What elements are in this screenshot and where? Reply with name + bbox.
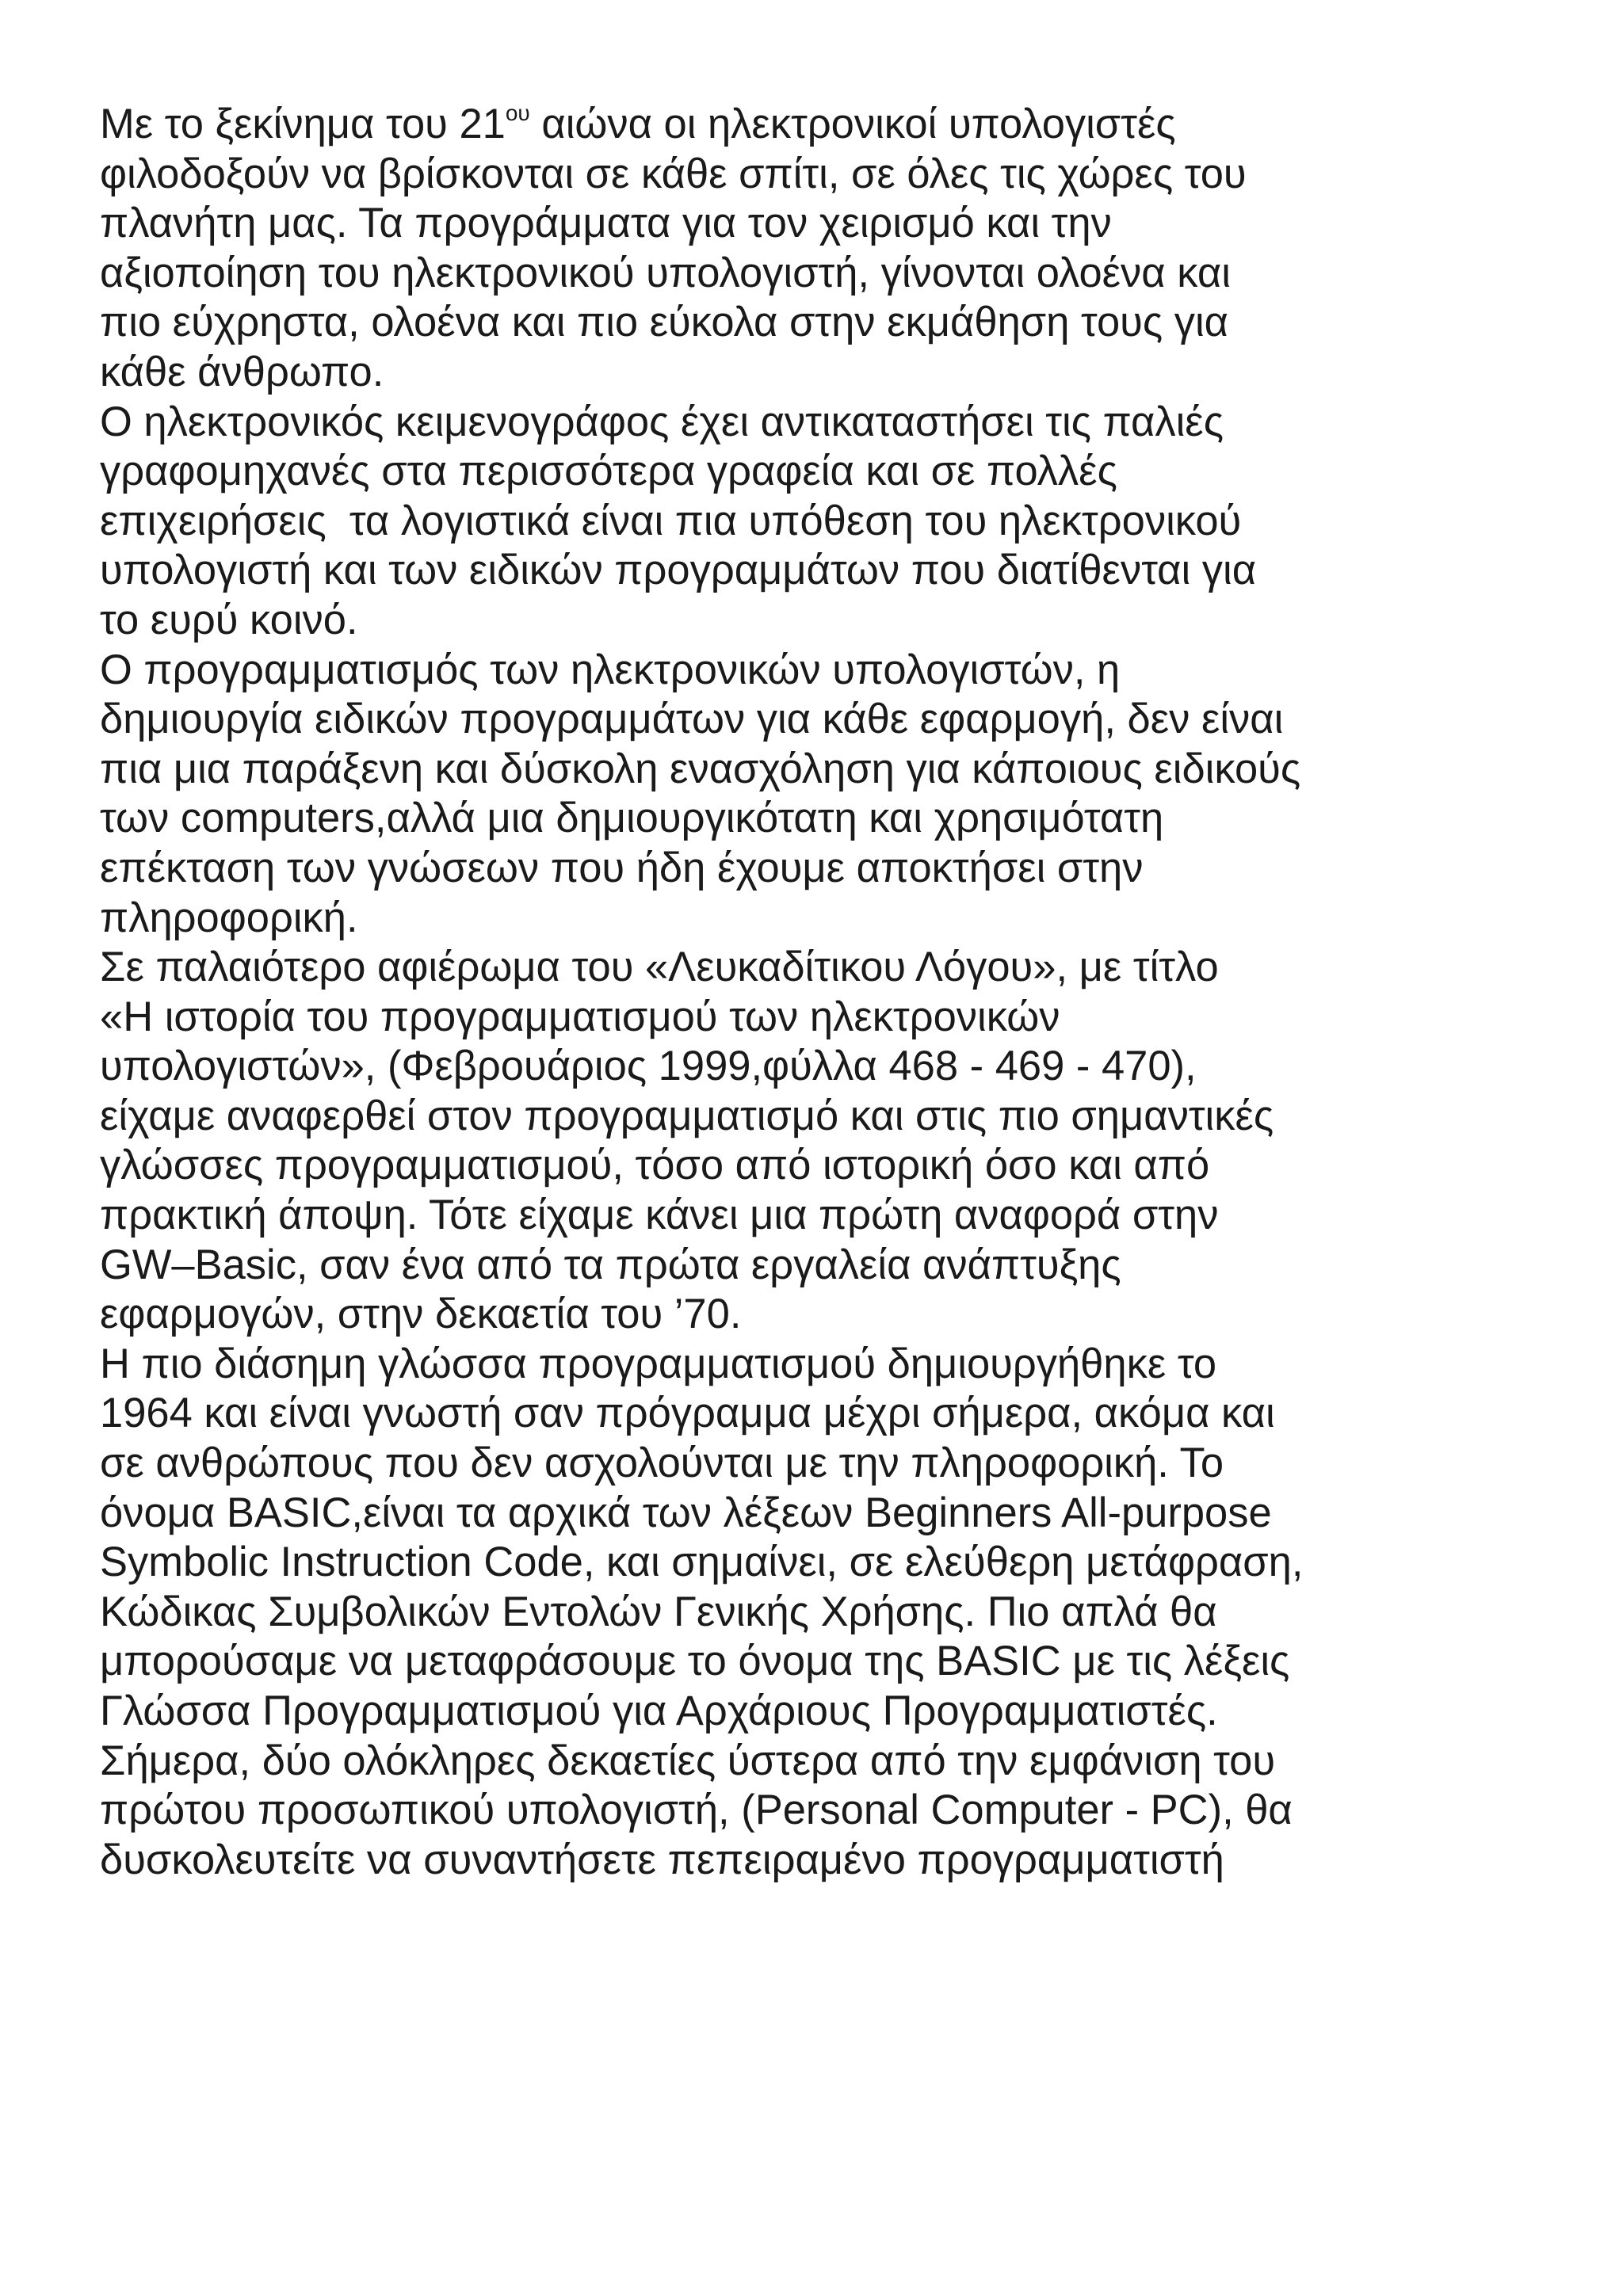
text-line: μπορούσαμε να μεταφράσουμε το όνομα της BASIC με τις λέξεις [100, 1638, 1290, 1685]
text-line: κάθε άνθρωπο. [100, 348, 384, 395]
text-line: σε ανθρώπους που δεν ασχολούνται με την πληροφορική. Το [100, 1440, 1224, 1487]
text-line: Κώδικας Συμβολικών Εντολών Γενικής Χρήσης. Πιο απλά θα [100, 1588, 1217, 1635]
text-line: γλώσσες προγραμματισμού, τόσο από ιστορική όσο και από [100, 1142, 1210, 1189]
text-line: Γλώσσα Προγραμματισμού για Αρχάριους Προγραμματιστές. [100, 1688, 1218, 1734]
text-line: Ο προγραμματισμός των ηλεκτρονικών υπολογιστών, η [100, 646, 1121, 693]
text-line: γραφομηχανές στα περισσότερα γραφεία και σε πολλές [100, 448, 1117, 495]
text-run: Με το ξεκίνημα του 21 [100, 101, 506, 147]
text-line: Symbolic Instruction Code, και σημαίνει, σε ελεύθερη μετάφραση, [100, 1539, 1304, 1586]
text-line: αξιοποίηση του ηλεκτρονικού υπολογιστή, γίνονται ολοένα και [100, 249, 1231, 296]
text-run: αιώνα οι ηλεκτρονικοί υπολογιστές [529, 101, 1176, 147]
text-line: όνομα BASIC,είναι τα αρχικά των λέξεων Beginners All-purpose [100, 1489, 1272, 1536]
text-line: πληροφορική. [100, 894, 358, 941]
text-line: πρακτική άποψη. Τότε είχαμε κάνει μια πρώτη αναφορά στην [100, 1192, 1219, 1239]
text-line: πια μια παράξενη και δύσκολη ενασχόληση για κάποιους ειδικούς [100, 745, 1301, 792]
text-line: επέκταση των γνώσεων που ήδη έχουμε αποκτήσει στην [100, 844, 1144, 891]
text-line: πλανήτη μας. Τα προγράμματα για τον χειρισμό και την [100, 200, 1112, 247]
text-line: δημιουργία ειδικών προγραμμάτων για κάθε εφαρμογή, δεν είναι [100, 696, 1284, 743]
text-line: των computers,αλλά μια δημιουργικότατη και χρησιμότατη [100, 795, 1164, 842]
text-line: Η πιο διάσημη γλώσσα προγραμματισμού δημιουργήθηκε το [100, 1340, 1217, 1387]
text-line: Σε παλαιότερο αφιέρωμα του «Λευκαδίτικου Λόγου», με τίτλο [100, 944, 1219, 991]
text-line: πρώτου προσωπικού υπολογιστή, (Personal Computer - PC), θα [100, 1787, 1293, 1834]
text-line: είχαμε αναφερθεί στον προγραμματισμό και στις πιο σημαντικές [100, 1092, 1274, 1139]
text-line: υπολογιστή και των ειδικών προγραμμάτων που διατίθενται για [100, 547, 1257, 594]
text-line: 1964 και είναι γνωστή σαν πρόγραμμα μέχρι σήμερα, ακόμα και [100, 1390, 1275, 1437]
text-line: Σήμερα, δύο ολόκληρες δεκαετίες ύστερα από την εμφάνιση του [100, 1737, 1276, 1784]
text-line: δυσκολευτείτε να συναντήσετε πεπειραμένο προγραμματιστή [100, 1836, 1224, 1883]
text-line: υπολογιστών», (Φεβρουάριος 1999,φύλλα 468 - 469 - 470), [100, 1043, 1197, 1090]
text-line [100, 100, 1574, 150]
text-line: επιχειρήσεις τα λογιστικά είναι πια υπόθεση του ηλεκτρονικού [100, 497, 1242, 544]
text-line: «Η ιστορία του προγραμματισμού των ηλεκτρονικών [100, 993, 1060, 1040]
body-text [100, 100, 1574, 1885]
text-line: Ο ηλεκτρονικός κειμενογράφος έχει αντικαταστήσει τις παλιές [100, 398, 1224, 445]
text-line: το ευρύ κοινό. [100, 596, 358, 643]
text-line: φιλοδοξούν να βρίσκονται σε κάθε σπίτι, σε όλες τις χώρες του [100, 150, 1247, 197]
text-line: πιο εύχρηστα, ολοένα και πιο εύκολα στην εκμάθηση τους για [100, 299, 1229, 346]
superscript-suffix: ου [505, 101, 530, 125]
text-line: εφαρμογών, στην δεκαετία του ’70. [100, 1291, 742, 1338]
text-line: GW–Basic, σαν ένα από τα πρώτα εργαλεία ανάπτυξης [100, 1241, 1121, 1288]
